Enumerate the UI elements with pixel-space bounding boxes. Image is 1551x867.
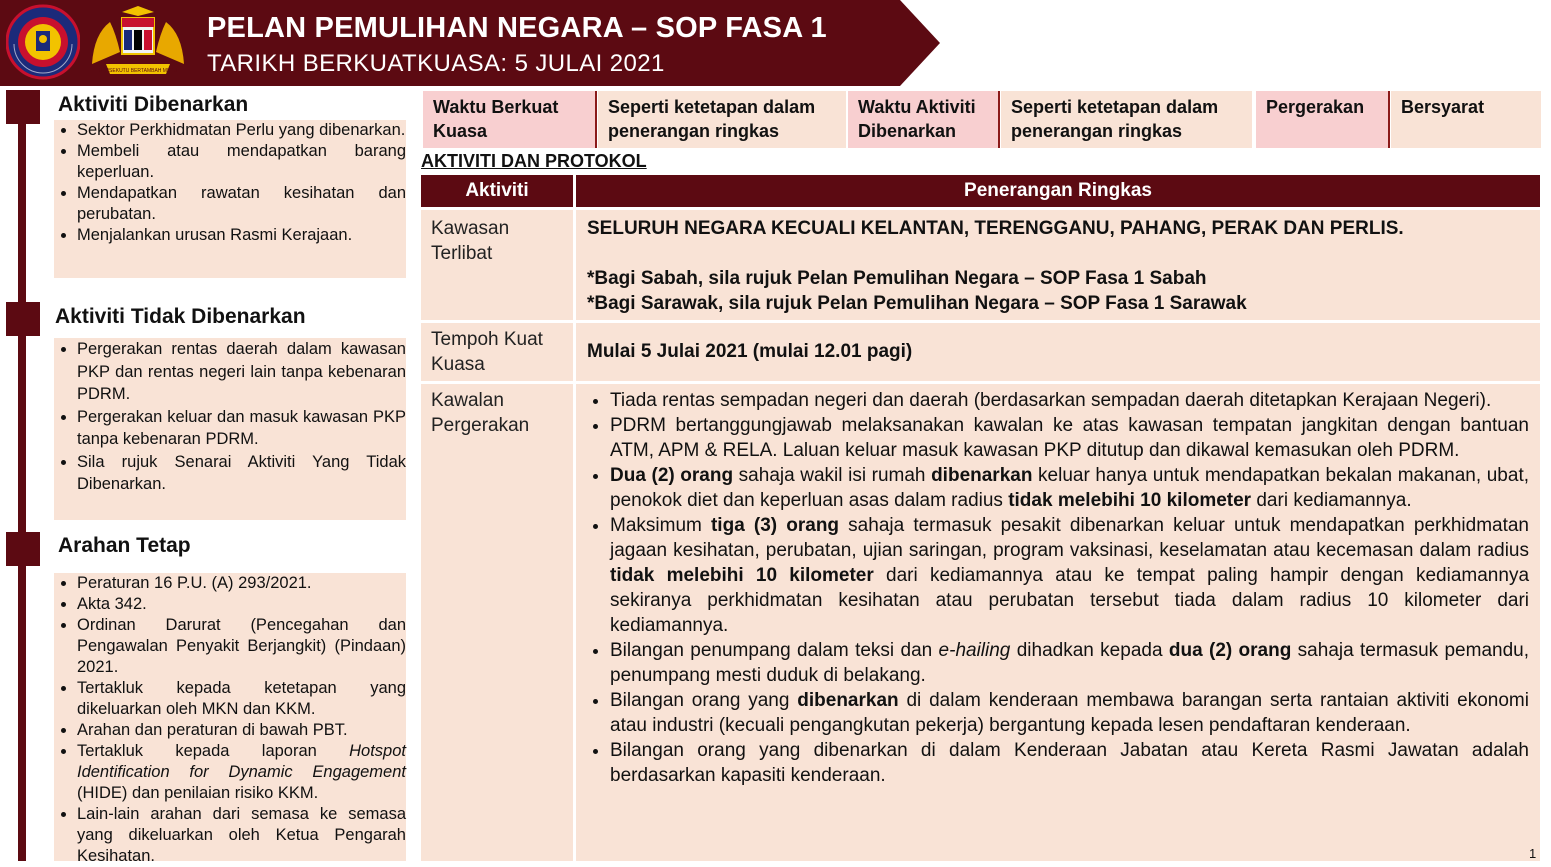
box-dibenarkan: [54, 120, 406, 278]
list-item: • Peraturan 16 P.U. (A) 293/2021.: [77, 573, 406, 594]
bullet-item: • Tiada rentas sempadan negeri dan daerah (berdasarkan sempadan daerah ditetapkan Kerajaan Negeri).: [610, 388, 1529, 413]
text-run: sahaja wakil isi rumah: [733, 465, 932, 486]
logo-motto: BERSEKUTU BERTAMBAH MUTU: [98, 68, 178, 74]
section-marker: [6, 90, 40, 124]
page-title: PELAN PEMULIHAN NEGARA – SOP FASA 1: [207, 12, 827, 44]
divider: [595, 91, 597, 148]
page-number: 1: [1529, 846, 1537, 861]
list-item: • Arahan dan peraturan di bawah PBT.: [77, 720, 406, 741]
list-item: • Menjalankan urusan Rasmi Kerajaan.: [77, 225, 406, 246]
text-run-italic: Hotspot Identification for Dynamic Engagement: [77, 742, 406, 781]
text-run: (HIDE) dan penilaian risiko KKM.: [77, 784, 319, 802]
text-run: di dalam kenderaan membawa barangan serta rantaian aktiviti ekonomi atau industri (kecuali pengangkutan pekerja) bergantung kepada lesen pendaftaran kenderaan.: [610, 690, 1529, 736]
text-run-bold: tidak melebihi 10 kilometer: [1008, 490, 1252, 511]
waktu-aktiviti-label: Waktu Aktiviti Dibenarkan: [848, 91, 1000, 148]
timeline-line: [18, 92, 26, 861]
list-item: • Sektor Perkhidmatan Perlu yang dibenarkan.: [77, 120, 406, 141]
text-run-bold: dibenarkan: [931, 465, 1033, 486]
row-value-kawasan: [576, 210, 1540, 320]
list-item: • Membeli atau mendapatkan barang keperluan.: [77, 141, 406, 183]
list-item: • Mendapatkan rawatan kesihatan dan perubatan.: [77, 183, 406, 225]
text-run: Tertakluk kepada laporan: [77, 742, 350, 760]
bullet-item: [610, 513, 1529, 638]
row-label-tempoh: Tempoh Kuat Kuasa: [421, 323, 573, 381]
bullet-item: • PDRM bertanggungjawab melaksanakan kawalan ke atas kawasan tempatan jangkitan dengan bantuan ATM, APM & RELA. Laluan keluar masuk kawasan PKP ditutup dan dikawal kemasukan oleh PDRM.: [610, 413, 1529, 463]
row-value-kawalan: [576, 384, 1540, 861]
bullet-item: [610, 463, 1529, 513]
column-header-aktiviti: Aktiviti: [421, 175, 573, 207]
row-label-kawasan: Kawasan Terlibat: [421, 210, 573, 320]
text-run-bold: dibenarkan: [797, 690, 899, 711]
list-item: • Pergerakan rentas daerah dalam kawasan PKP dan rentas negeri lain tanpa kebenaran PDRM.: [77, 338, 406, 406]
text-run: sahaja termasuk pesakit dibenarkan keluar untuk mendapatkan perkhidmatan jagaan kesihatan, perubatan, ujian saringan, program vaksinasi, keselamatan atau kecemasan dalam radius: [610, 515, 1529, 561]
text-run: sahaja termasuk pemandu, penumpang mesti duduk di belakang.: [610, 640, 1530, 686]
section-title-tidak-dibenarkan: Aktiviti Tidak Dibenarkan: [55, 305, 306, 328]
section-title-dibenarkan: Aktiviti Dibenarkan: [58, 93, 249, 116]
text-run-italic: e-hailing: [938, 640, 1011, 661]
bullet-item: [610, 688, 1529, 738]
coat-of-arms-logo: [86, 4, 190, 80]
list-item: • Tertakluk kepada ketetapan yang dikeluarkan oleh MKN dan KKM.: [77, 678, 406, 720]
nsc-logo: [6, 4, 80, 80]
section-heading: AKTIVITI DAN PROTOKOL: [421, 151, 647, 171]
kawasan-line1: SELURUH NEGARA KECUALI KELANTAN, TERENGGANU, PAHANG, PERAK DAN PERLIS.: [587, 218, 1404, 239]
divider: [1388, 91, 1390, 148]
text-run: Maksimum: [610, 515, 711, 536]
bullet-item: [610, 638, 1529, 688]
text-run-bold: Dua (2) orang: [610, 465, 734, 486]
text-run-bold: dua (2) orang: [1168, 640, 1292, 661]
pergerakan-value: Bersyarat: [1391, 91, 1541, 148]
list-item: • Pergerakan keluar dan masuk kawasan PKP tanpa kebenaran PDRM.: [77, 406, 406, 451]
kawasan-line2: *Bagi Sabah, sila rujuk Pelan Pemulihan Negara – SOP Fasa 1 Sabah: [587, 268, 1207, 289]
list-item-hide: [77, 741, 406, 804]
pergerakan-label: Pergerakan: [1256, 91, 1389, 148]
text-run: Bilangan orang yang: [610, 690, 798, 711]
column-header-penerangan: Penerangan Ringkas: [576, 175, 1540, 207]
text-run: dari kediamannya.: [1251, 490, 1412, 511]
text-run: keluar hanya untuk mendapatkan bekalan makanan, ubat, penokok diet dan keperluan asas dalam radius: [610, 465, 1529, 511]
page-subtitle: TARIKH BERKUATKUASA: 5 JULAI 2021: [207, 50, 665, 77]
text-run-bold: tidak melebihi 10 kilometer: [610, 565, 874, 586]
text-run: dari kediamannya atau ke tempat paling hampir dengan kediamannya sekiranya perkhidmatan kesihatan atau perubatan tersebut tiada dalam radius 10 kilometer dari kediamannya.: [610, 565, 1530, 636]
list-item: • Akta 342.: [77, 594, 406, 615]
section-title-arahan: Arahan Tetap: [58, 534, 191, 557]
list-item: • Ordinan Darurat (Pencegahan dan Pengawalan Penyakit Berjangkit) (Pindaan) 2021.: [77, 615, 406, 678]
row-value-tempoh: Mulai 5 Julai 2021 (mulai 12.01 pagi): [576, 323, 1540, 381]
text-run: Bilangan penumpang dalam teksi dan: [610, 640, 939, 661]
text-run-bold: tiga (3) orang: [710, 515, 840, 536]
kawasan-line3: *Bagi Sarawak, sila rujuk Pelan Pemulihan Negara – SOP Fasa 1 Sarawak: [587, 293, 1247, 314]
waktu-berkuat-value: Seperti ketetapan dalam penerangan ringkas: [598, 91, 846, 148]
waktu-berkuat-label: Waktu Berkuat Kuasa: [423, 91, 595, 148]
waktu-aktiviti-value: Seperti ketetapan dalam penerangan ringkas: [1001, 91, 1252, 148]
section-marker: [6, 302, 40, 336]
list-item: • Lain-lain arahan dari semasa ke semasa yang dikeluarkan oleh Ketua Pengarah Kesihatan.: [77, 804, 406, 867]
box-arahan: [54, 573, 406, 865]
bullet-item: • Bilangan orang yang dibenarkan di dalam Kenderaan Jabatan atau Kereta Rasmi Jawatan adalah berdasarkan kapasiti kenderaan.: [610, 738, 1529, 788]
divider: [998, 91, 1000, 148]
list-item: • Sila rujuk Senarai Aktiviti Yang Tidak Dibenarkan.: [77, 451, 406, 496]
box-tidak-dibenarkan: [54, 338, 406, 520]
section-marker: [6, 532, 40, 566]
row-label-kawalan: Kawalan Pergerakan: [421, 384, 573, 861]
text-run: dihadkan kepada: [1010, 640, 1169, 661]
